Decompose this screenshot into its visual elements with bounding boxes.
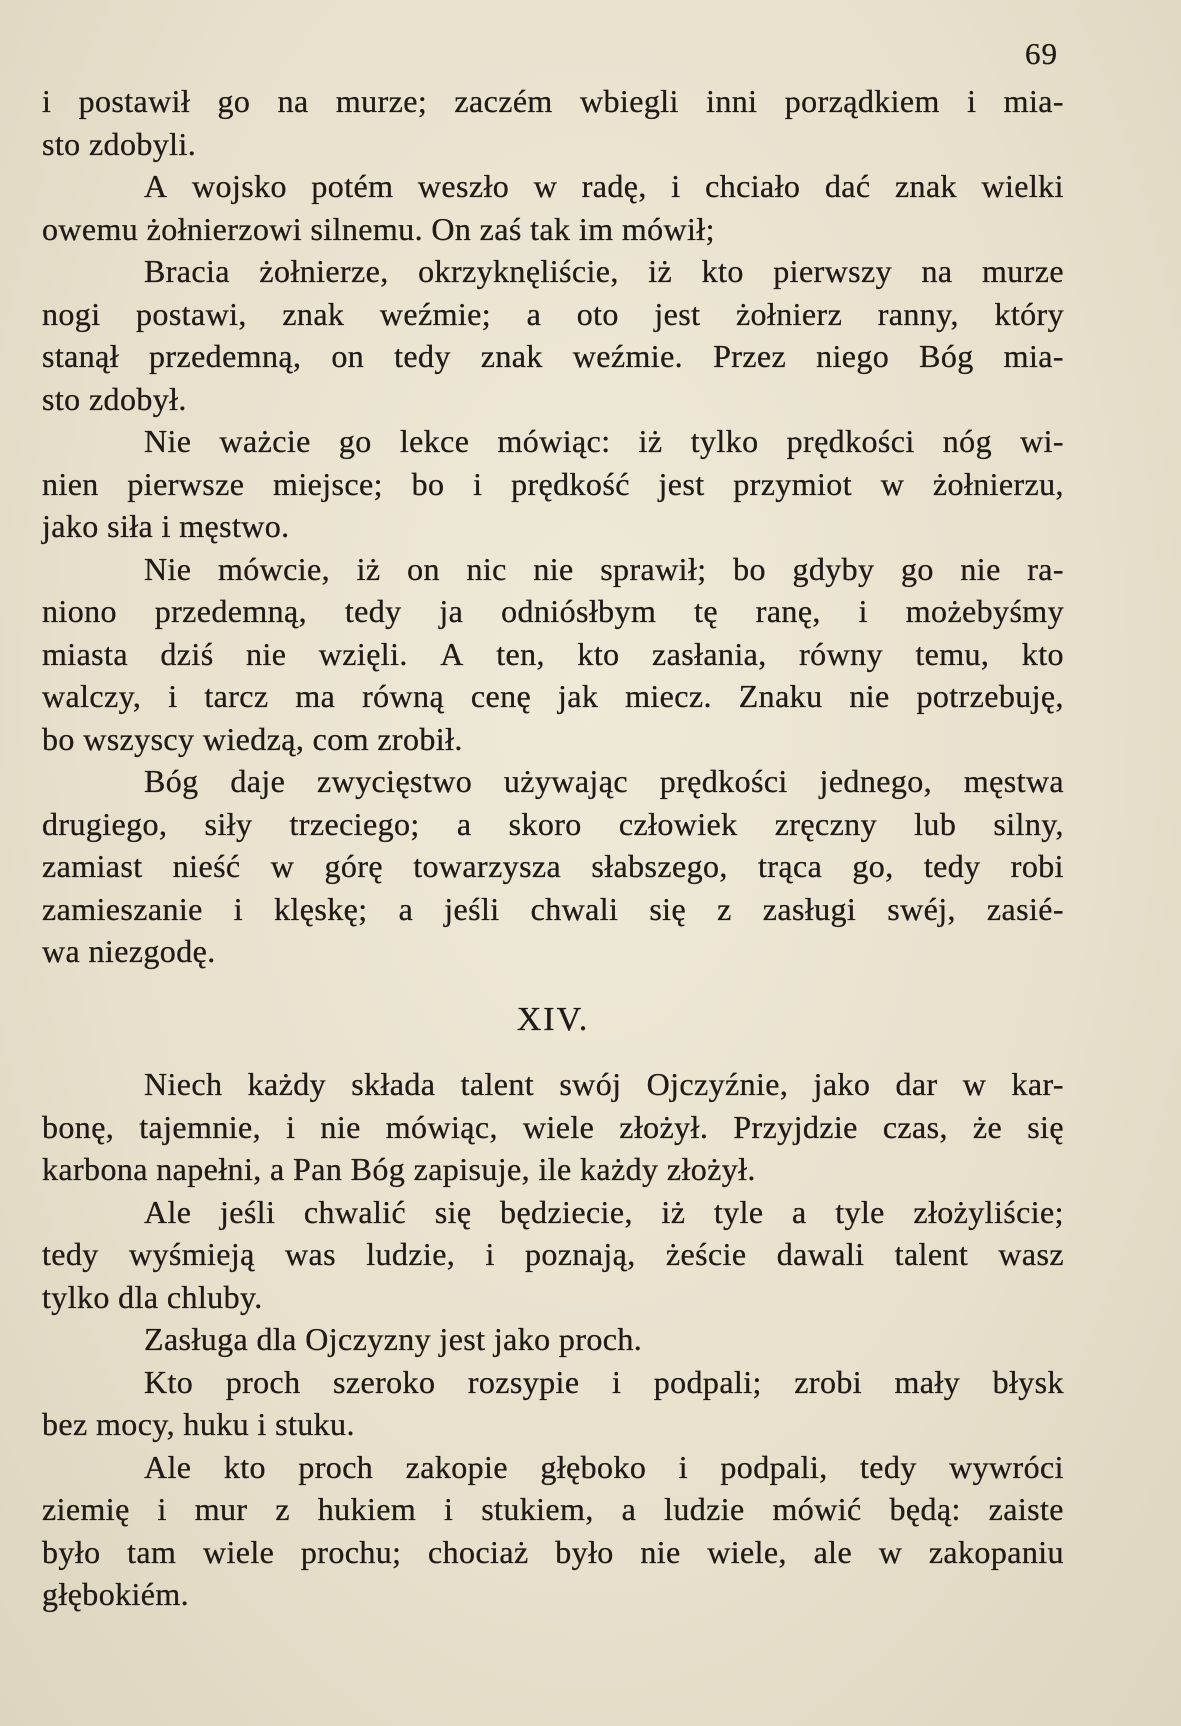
- text-line: Ale jeśli chwalić się będziecie, iż tyle a tyle złożyliście;: [144, 1193, 1064, 1230]
- text-line: zamiast nieść w górę towarzysza słabszego, trąca go, tedy robi: [42, 848, 1064, 884]
- paragraph-continuation: [42, 80, 1064, 165]
- paragraph-nie-wazcie: [42, 420, 1064, 548]
- text-line: i postawił go na murze; zaczém wbiegli inni porządkiem i mia-: [42, 83, 1064, 119]
- text-line: nogi postawi, znak weźmie; a oto jest żołnierz ranny, który: [42, 295, 1064, 332]
- paragraph-ale-jesli: [42, 1191, 1064, 1319]
- text-line: nien pierwsze miejsce; bo i prędkość jest przymiot w żołnierzu,: [42, 465, 1064, 502]
- text-line: walczy, i tarcz ma równą cenę jak miecz. Znaku nie potrzebuję,: [42, 678, 1064, 714]
- text-line: Ale kto proch zakopie głęboko i podpali, tedy wywróci: [144, 1448, 1064, 1485]
- text-line: ziemię i mur z hukiem i stukiem, a ludzie mówić będą: zaiste: [42, 1491, 1064, 1527]
- paragraph-zasluga: [42, 1318, 1064, 1361]
- paragraph-wojsko: [42, 165, 1064, 250]
- text-line: było tam wiele prochu; chociaż było nie wiele, ale w zakopaniu: [42, 1533, 1064, 1570]
- text-line: miasta dziś nie wzięli. A ten, kto zasłania, równy temu, kto: [42, 635, 1064, 672]
- paragraphs-after-section: [42, 1063, 1064, 1616]
- text-line: stanął przedemną, on tedy znak weźmie. Przez niego Bóg mia-: [42, 338, 1064, 374]
- paragraph-ale-kto: [42, 1446, 1064, 1616]
- page-text: [42, 80, 1064, 1616]
- text-line: Zasługa dla Ojczyzny jest jako proch.: [144, 1321, 643, 1357]
- section-title: XIV.: [516, 1000, 590, 1038]
- text-line: Kto proch szeroko rozsypie i podpali; zrobi mały błysk: [144, 1363, 1064, 1400]
- paragraph-kto-proch: [42, 1361, 1064, 1446]
- text-line: Niech każdy składa talent swój Ojczyźnie, jako dar w kar-: [144, 1066, 1064, 1102]
- page-number: 69: [1025, 36, 1058, 71]
- text-line: drugiego, siły trzeciego; a skoro człowiek zręczny lub silny,: [42, 805, 1064, 842]
- text-line: bez mocy, huku i stuku.: [42, 1406, 355, 1442]
- text-line: A wojsko potém weszło w radę, i chciało dać znak wielki: [144, 168, 1064, 204]
- text-line: owemu żołnierzowi silnemu. On zaś tak im mówił;: [42, 210, 715, 247]
- text-line: bo wszyscy wiedzą, com zrobił.: [42, 720, 463, 757]
- paragraph-niech-kazdy: [42, 1063, 1064, 1191]
- paragraphs-before-section: [42, 80, 1064, 973]
- paragraph-nie-mowcie: [42, 548, 1064, 761]
- text-line: sto zdobyli.: [42, 125, 197, 162]
- text-line: Nie mówcie, iż on nic nie sprawił; bo gdyby go nie ra-: [144, 550, 1064, 587]
- text-line: karbona napełni, a Pan Bóg zapisuje, ile każdy złożył.: [42, 1151, 756, 1187]
- text-line: niono przedemną, tedy ja odniósłbym tę ranę, i możebyśmy: [42, 593, 1064, 629]
- text-line: Nie ważcie go lekce mówiąc: iż tylko prędkości nóg wi-: [144, 423, 1064, 459]
- text-line: Bóg daje zwycięstwo używając prędkości jednego, męstwa: [144, 763, 1064, 799]
- text-line: jako siła i męstwo.: [42, 508, 290, 544]
- text-line: zamieszanie i klęskę; a jeśli chwali się z zasługi swéj, zasié-: [42, 890, 1064, 927]
- paragraph-bog-daje: [42, 760, 1064, 973]
- text-line: głębokiém.: [42, 1576, 190, 1612]
- paragraph-bracia: [42, 250, 1064, 420]
- text-line: Bracia żołnierze, okrzyknęliście, iż kto pierwszy na murze: [144, 253, 1064, 289]
- text-line: tylko dla chluby.: [42, 1278, 263, 1315]
- text-line: bonę, tajemnie, i nie mówiąc, wiele złożył. Przyjdzie czas, że się: [42, 1108, 1064, 1145]
- text-line: tedy wyśmieją was ludzie, i poznają, żeście dawali talent wasz: [42, 1236, 1064, 1272]
- text-line: sto zdobył.: [42, 380, 187, 417]
- text-line: wa niezgodę.: [42, 933, 216, 969]
